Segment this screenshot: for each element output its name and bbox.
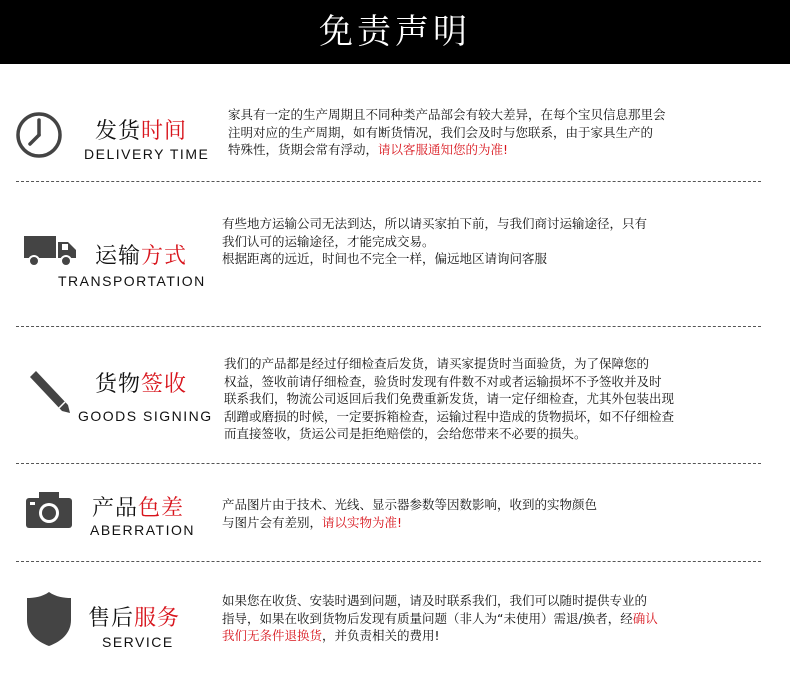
truck-icon	[22, 230, 78, 270]
section-subtitle: GOODS SIGNING	[78, 408, 213, 424]
section-subtitle: ABERRATION	[90, 522, 195, 538]
section-description	[222, 215, 777, 268]
desc-line: 产品图片由于技术、光线、显示器参数等因数影响，收到的实物颜色	[222, 497, 598, 512]
desc-text: 指导，如果在收到货物后发现有质量问题（非人为“未使用）需退/换者，经	[222, 610, 633, 626]
desc-line: 而直接签收，货运公司是拒绝赔偿的，会给您带来不必要的损失。	[224, 426, 587, 441]
section-title	[88, 601, 180, 632]
title-red: 服务	[134, 606, 181, 631]
section-subtitle: TRANSPORTATION	[58, 273, 206, 289]
desc-line: 根据距离的远近，时间也不完全一样，偏远地区请询问客服	[222, 251, 548, 266]
desc-line: 有些地方运输公司无法到达，所以请买家拍下前，与我们商讨运输途径，只有	[222, 216, 648, 231]
header-bar	[0, 0, 790, 64]
section-title	[92, 491, 184, 522]
desc-line	[222, 514, 777, 532]
section-delivery-time	[0, 90, 790, 180]
desc-line: 我们的产品都是经过仔细检查后发货，请买家提货时当面验货，为了保障您的	[224, 356, 650, 371]
desc-text: 与图片会有差别，	[222, 514, 323, 530]
desc-line: 注明对应的生产周期，如有断货情况，我们会及时与您联系，由于家具生产的	[228, 124, 654, 140]
desc-highlight: 我们无条件退换货	[222, 628, 323, 643]
section-subtitle: DELIVERY TIME	[84, 146, 210, 162]
section-title	[95, 114, 187, 145]
desc-line	[222, 627, 782, 645]
section-transportation	[0, 200, 790, 320]
desc-line: 权益，签收前请仔细检查，验货时发现有件数不对或者运输损坏不予签收并及时	[224, 373, 662, 389]
title-black: 货物	[95, 372, 142, 397]
section-description	[222, 496, 777, 531]
section-title	[95, 367, 187, 398]
title-red: 签收	[141, 372, 188, 397]
title-black: 发货	[95, 119, 142, 144]
clock-icon	[14, 110, 64, 160]
section-description	[228, 106, 773, 159]
title-black: 运输	[95, 244, 142, 269]
desc-highlight: 请以实物为准!	[322, 514, 403, 530]
section-title	[95, 239, 187, 270]
desc-line: 刮蹭或磨损的时候，一定要拆箱检查，运输过程中造成的货物损坏，如不仔细检查	[224, 408, 675, 424]
section-description	[224, 355, 779, 443]
section-aberration	[0, 476, 790, 556]
title-black: 售后	[88, 606, 135, 631]
desc-line: 如果您在收货、安装时遇到问题，请及时联系我们，我们可以随时提供专业的	[222, 593, 648, 608]
camera-icon	[24, 488, 74, 530]
desc-highlight: 确认	[632, 610, 658, 626]
divider	[16, 326, 761, 327]
desc-highlight: 请以客服通知您的为准!	[378, 142, 509, 157]
page-title: 免责声明	[319, 12, 471, 52]
section-service	[0, 580, 790, 675]
desc-text: ，并负责相关的费用!	[322, 628, 440, 643]
divider	[16, 181, 761, 182]
shield-icon	[24, 590, 74, 648]
title-black: 产品	[92, 496, 139, 521]
desc-line: 我们认可的运输途径，才能完成交易。	[222, 233, 435, 249]
divider	[16, 561, 761, 562]
title-red: 方式	[141, 244, 188, 269]
desc-line: 家具有一定的生产周期且不同种类产品部会有较大差异，在每个宝贝信息那里会	[228, 107, 666, 122]
desc-text: 特殊性，货期会常有浮动，	[228, 142, 379, 157]
desc-line: 联系我们，物流公司返回后我们免费重新发货，请一定仔细检查，尤其外包装出现	[224, 391, 675, 406]
desc-line	[222, 610, 782, 628]
title-red: 时间	[141, 119, 188, 144]
pen-icon	[26, 369, 72, 415]
desc-line	[228, 141, 773, 159]
section-subtitle: SERVICE	[102, 634, 174, 650]
title-red: 色差	[138, 496, 185, 521]
divider	[16, 463, 761, 464]
section-description	[222, 592, 782, 645]
section-goods-signing	[0, 345, 790, 460]
